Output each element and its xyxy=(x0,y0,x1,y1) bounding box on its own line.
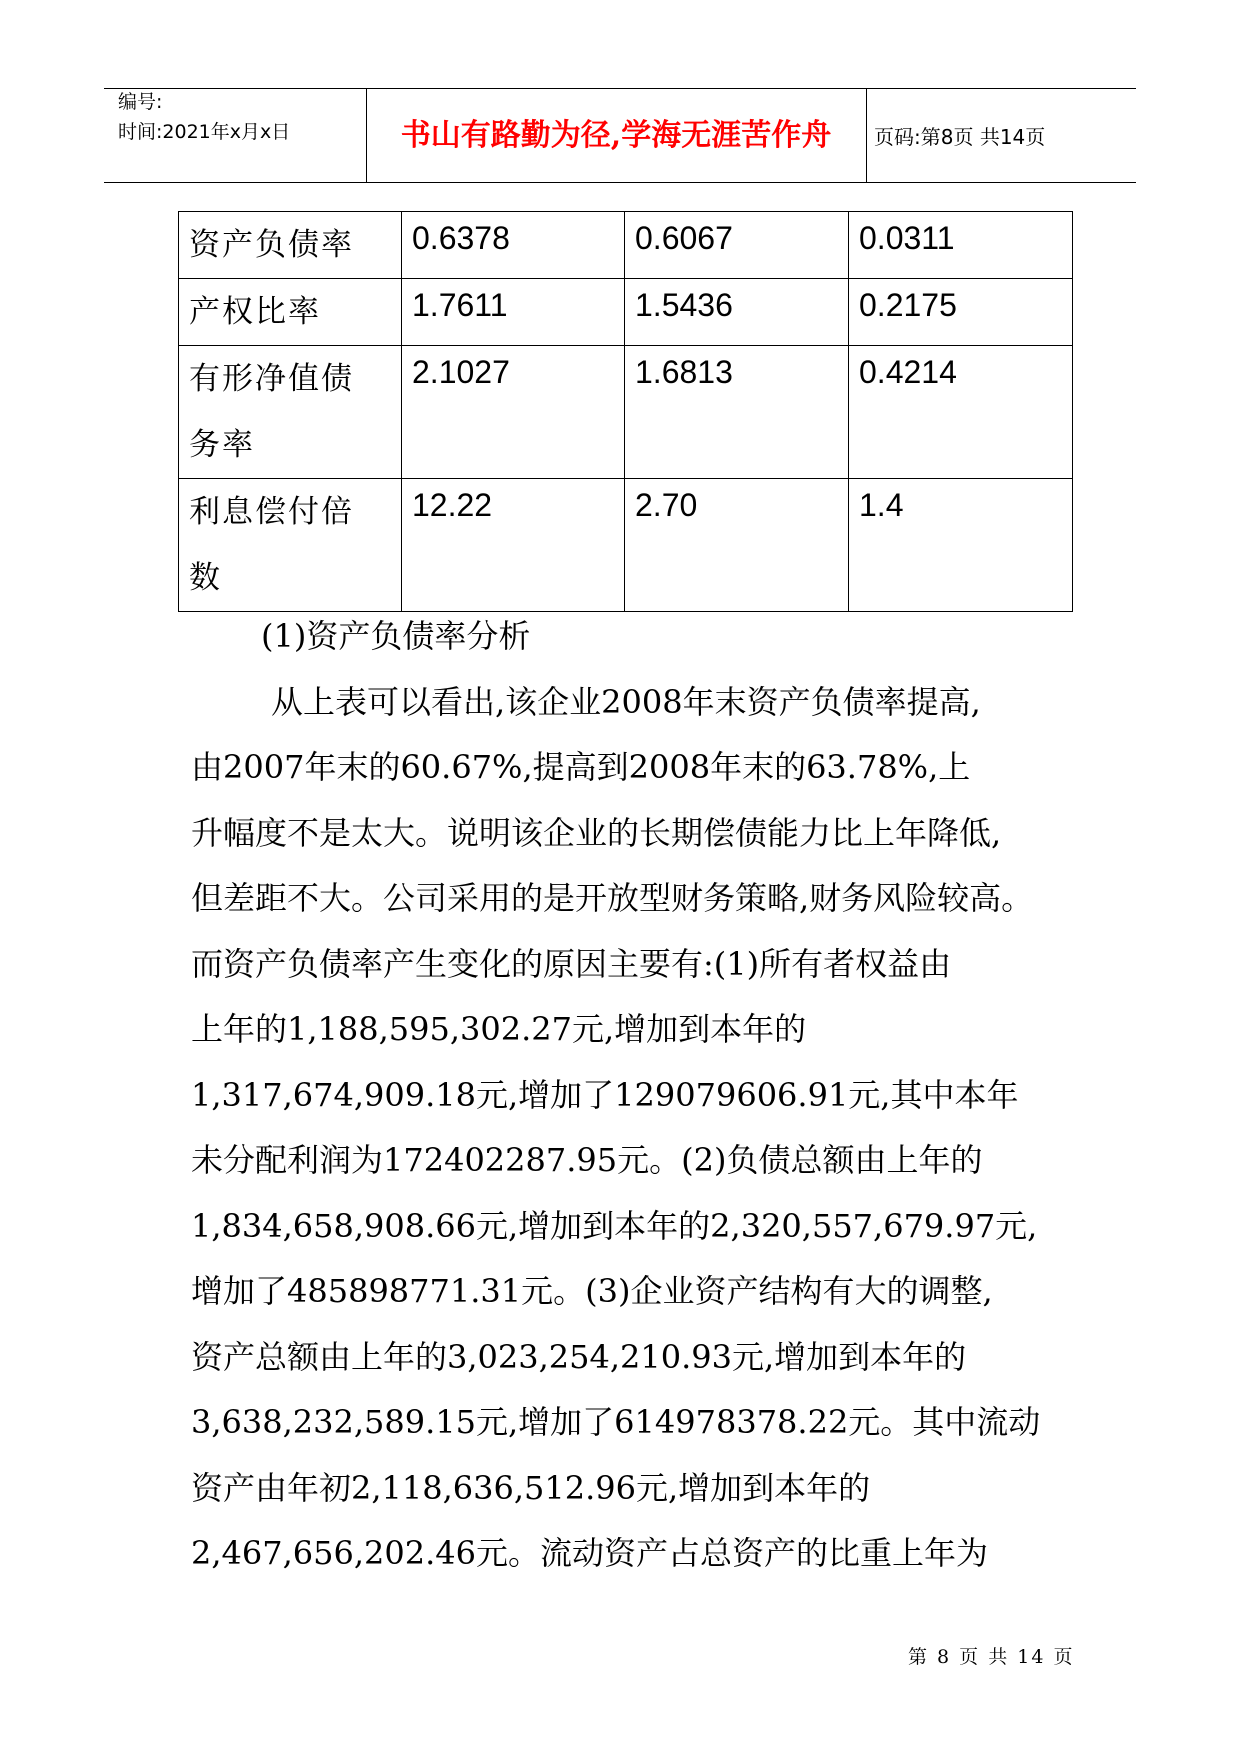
paragraph-line: 资产由年初2,118,636,512.96元,增加到本年的 xyxy=(191,1468,871,1507)
paragraph-line: 未分配利润为172402287.95元。(2)负债总额由上年的 xyxy=(191,1141,983,1179)
paragraph-line: 1,317,674,909.18元,增加了129079606.91元,其中本年 xyxy=(191,1075,1019,1114)
paragraph-line: 升幅度不是太大。说明该企业的长期偿债能力比上年降低, xyxy=(191,813,1002,852)
row-value-1: 12.22 xyxy=(402,479,625,612)
ratio-table xyxy=(178,211,1073,612)
paragraph-line: 2,467,656,202.46元。流动资产占总资产的比重上年为 xyxy=(191,1534,989,1572)
row-value-1: 2.1027 xyxy=(402,346,625,479)
table-row xyxy=(179,479,1073,612)
row-value-3: 1.4 xyxy=(849,479,1073,612)
paragraph-line: 而资产负债率产生变化的原因主要有:(1)所有者权益由 xyxy=(191,944,952,983)
header-divider-left xyxy=(366,89,367,182)
row-value-3: 0.4214 xyxy=(849,346,1073,479)
table-row xyxy=(179,279,1073,346)
analysis-section xyxy=(191,604,1081,1587)
row-value-3: 0.0311 xyxy=(849,212,1073,279)
row-value-2: 1.6813 xyxy=(625,346,849,479)
header-motto: 书山有路勤为径,学海无涯苦作舟 xyxy=(400,118,832,153)
row-value-3: 0.2175 xyxy=(849,279,1073,346)
paragraph-line: 由2007年末的60.67%,提高到2008年末的63.78%,上 xyxy=(191,748,971,786)
row-label: 有形净值债务率 xyxy=(179,346,402,479)
row-label: 产权比率 xyxy=(179,279,402,346)
doc-number-label: 编号: xyxy=(118,91,163,113)
row-value-2: 0.6067 xyxy=(625,212,849,279)
row-value-2: 1.5436 xyxy=(625,279,849,346)
header-divider-right xyxy=(866,89,867,182)
paragraph-line: 3,638,232,589.15元,增加了614978378.22元。其中流动 xyxy=(191,1403,1041,1441)
section-heading: (1)资产负债率分析 xyxy=(261,617,531,655)
paragraph-line: 从上表可以看出,该企业2008年末资产负债率提高, xyxy=(271,682,981,721)
header-page-info: 页码:第8页 共14页 xyxy=(874,125,1046,149)
paragraph-line: 1,834,658,908.66元,增加到本年的2,320,557,679.97元, xyxy=(191,1206,1038,1245)
paragraph-line: 上年的1,188,595,302.27元,增加到本年的 xyxy=(191,1010,807,1048)
page-header xyxy=(104,88,1136,183)
row-value-1: 1.7611 xyxy=(402,279,625,346)
table-row xyxy=(179,346,1073,479)
row-value-2: 2.70 xyxy=(625,479,849,612)
paragraph-line: 但差距不大。公司采用的是开放型财务策略,财务风险较高。 xyxy=(191,879,1034,917)
table-row xyxy=(179,212,1073,279)
doc-time-label: 时间:2021年x月x日 xyxy=(118,121,291,143)
row-label: 利息偿付倍数 xyxy=(179,479,402,612)
row-label: 资产负债率 xyxy=(179,212,402,279)
paragraph-line: 增加了485898771.31元。(3)企业资产结构有大的调整, xyxy=(191,1272,993,1310)
row-value-1: 0.6378 xyxy=(402,212,625,279)
paragraph-line: 资产总额由上年的3,023,254,210.93元,增加到本年的 xyxy=(191,1337,967,1376)
page-footer: 第 8 页 共 14 页 xyxy=(908,1646,1075,1668)
paragraph xyxy=(191,670,1081,736)
